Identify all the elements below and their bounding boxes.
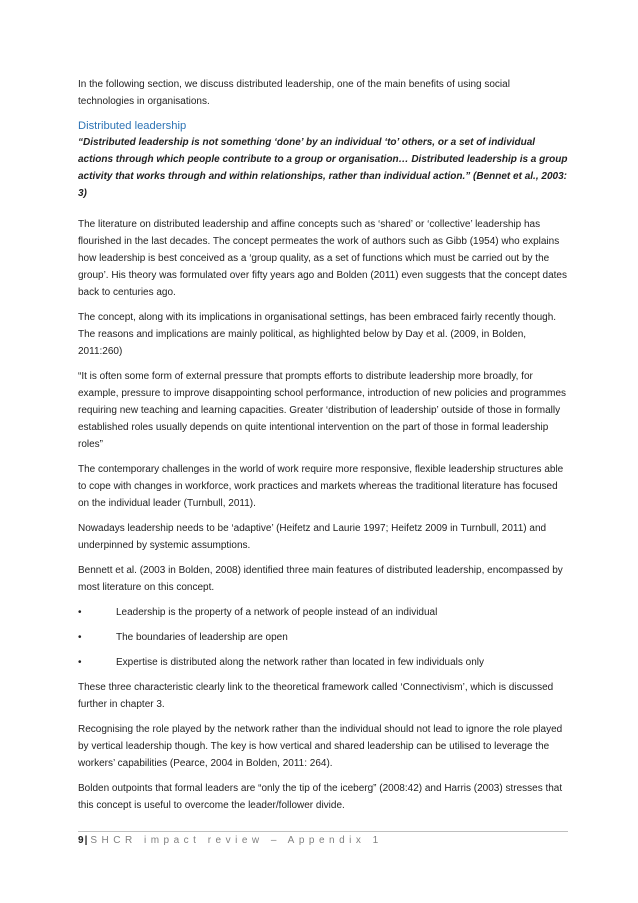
list-item-text: Leadership is the property of a network of people instead of an individual xyxy=(116,607,438,618)
paragraph-features: Bennett et al. (2003 in Bolden, 2008) identified three main features of distributed leadership, encompassed by most literature on this concept. xyxy=(78,565,563,593)
bullet-marker: • xyxy=(78,657,82,668)
page-number: 9 xyxy=(78,835,84,846)
section-heading: Distributed leadership xyxy=(78,120,187,132)
bullet-marker: • xyxy=(78,607,82,618)
paragraph-iceberg: Bolden outpoints that formal leaders are “only the tip of the iceberg” (2008:42) and Harris (2003) stresses that this concept is useful to overcome the leader/follower divide. xyxy=(78,783,563,811)
list-item-text: Expertise is distributed along the network rather than located in few individuals only xyxy=(116,657,484,668)
page-footer xyxy=(78,834,383,848)
quote-bennet: “Distributed leadership is not something ‘done’ by an individual ‘to’ others, or a set of individual actions through which people contribute to a group or organisation… Distributed leadership is a group activity that works through and within relationships, rather than individual action.” (Bennet et al., 2003: 3) xyxy=(78,137,568,199)
list-item xyxy=(78,654,568,671)
list-item-text: The boundaries of leadership are open xyxy=(116,632,288,643)
paragraph-vertical-leadership: Recognising the role played by the network rather than the individual should not lead to ignore the role played by vertical leadership though. The key is how vertical and shared leadership can be utilised to leverage the workers’ capabilities (Pearce, 2004 in Bolden, 2011: 264). xyxy=(78,724,563,769)
list-item xyxy=(78,629,568,646)
quote-day: “It is often some form of external pressure that prompts efforts to distribute leadership more broadly, for example, pressure to improve disappointing school performance, introduction of new policies and programmes requiring new teaching and learning capacities. Greater ‘distribution of leadership’ outside of those in formally established roles usually depends on quite intentional intervention on the part of those in formal leadership roles” xyxy=(78,371,567,450)
intro-paragraph: In the following section, we discuss distributed leadership, one of the main benefits of using social technologies in organisations. xyxy=(78,79,510,107)
footer-divider xyxy=(78,831,568,832)
paragraph-concept: The concept, along with its implications in organisational settings, has been embraced fairly recently though. The reasons and implications are mainly political, as highlighted below by Day et al. (2009, in Bolden, 2011:260) xyxy=(78,312,557,357)
footer-title: SHCR impact review – Appendix 1 xyxy=(90,835,383,846)
paragraph-literature: The literature on distributed leadership and affine concepts such as ‘shared’ or ‘collective’ leadership has flourished in the last decades. The concept permeates the work of authors such as Gibb (1954) who explains how leadership is best conceived as a ‘group quality, as a set of functions which must be carried out by the group’. His theory was formulated over fifty years ago and Bolden (2011) even suggests that the concept dates back to centuries ago. xyxy=(78,219,567,298)
list-item xyxy=(78,604,568,621)
paragraph-challenges: The contemporary challenges in the world of work require more responsive, flexible leadership structures able to cope with changes in workforce, work practices and markets whereas the traditional literature has focused on the individual leader (Turnbull, 2011). xyxy=(78,464,564,509)
page-body xyxy=(78,76,568,822)
bullet-marker: • xyxy=(78,632,82,643)
footer-separator: | xyxy=(84,835,88,846)
paragraph-connectivism: These three characteristic clearly link to the theoretical framework called ‘Connectivism’, which is discussed further in chapter 3. xyxy=(78,682,554,710)
paragraph-adaptive: Nowadays leadership needs to be ‘adaptive’ (Heifetz and Laurie 1997; Heifetz 2009 in Turnbull, 2011) and underpinned by systemic assumptions. xyxy=(78,523,547,551)
